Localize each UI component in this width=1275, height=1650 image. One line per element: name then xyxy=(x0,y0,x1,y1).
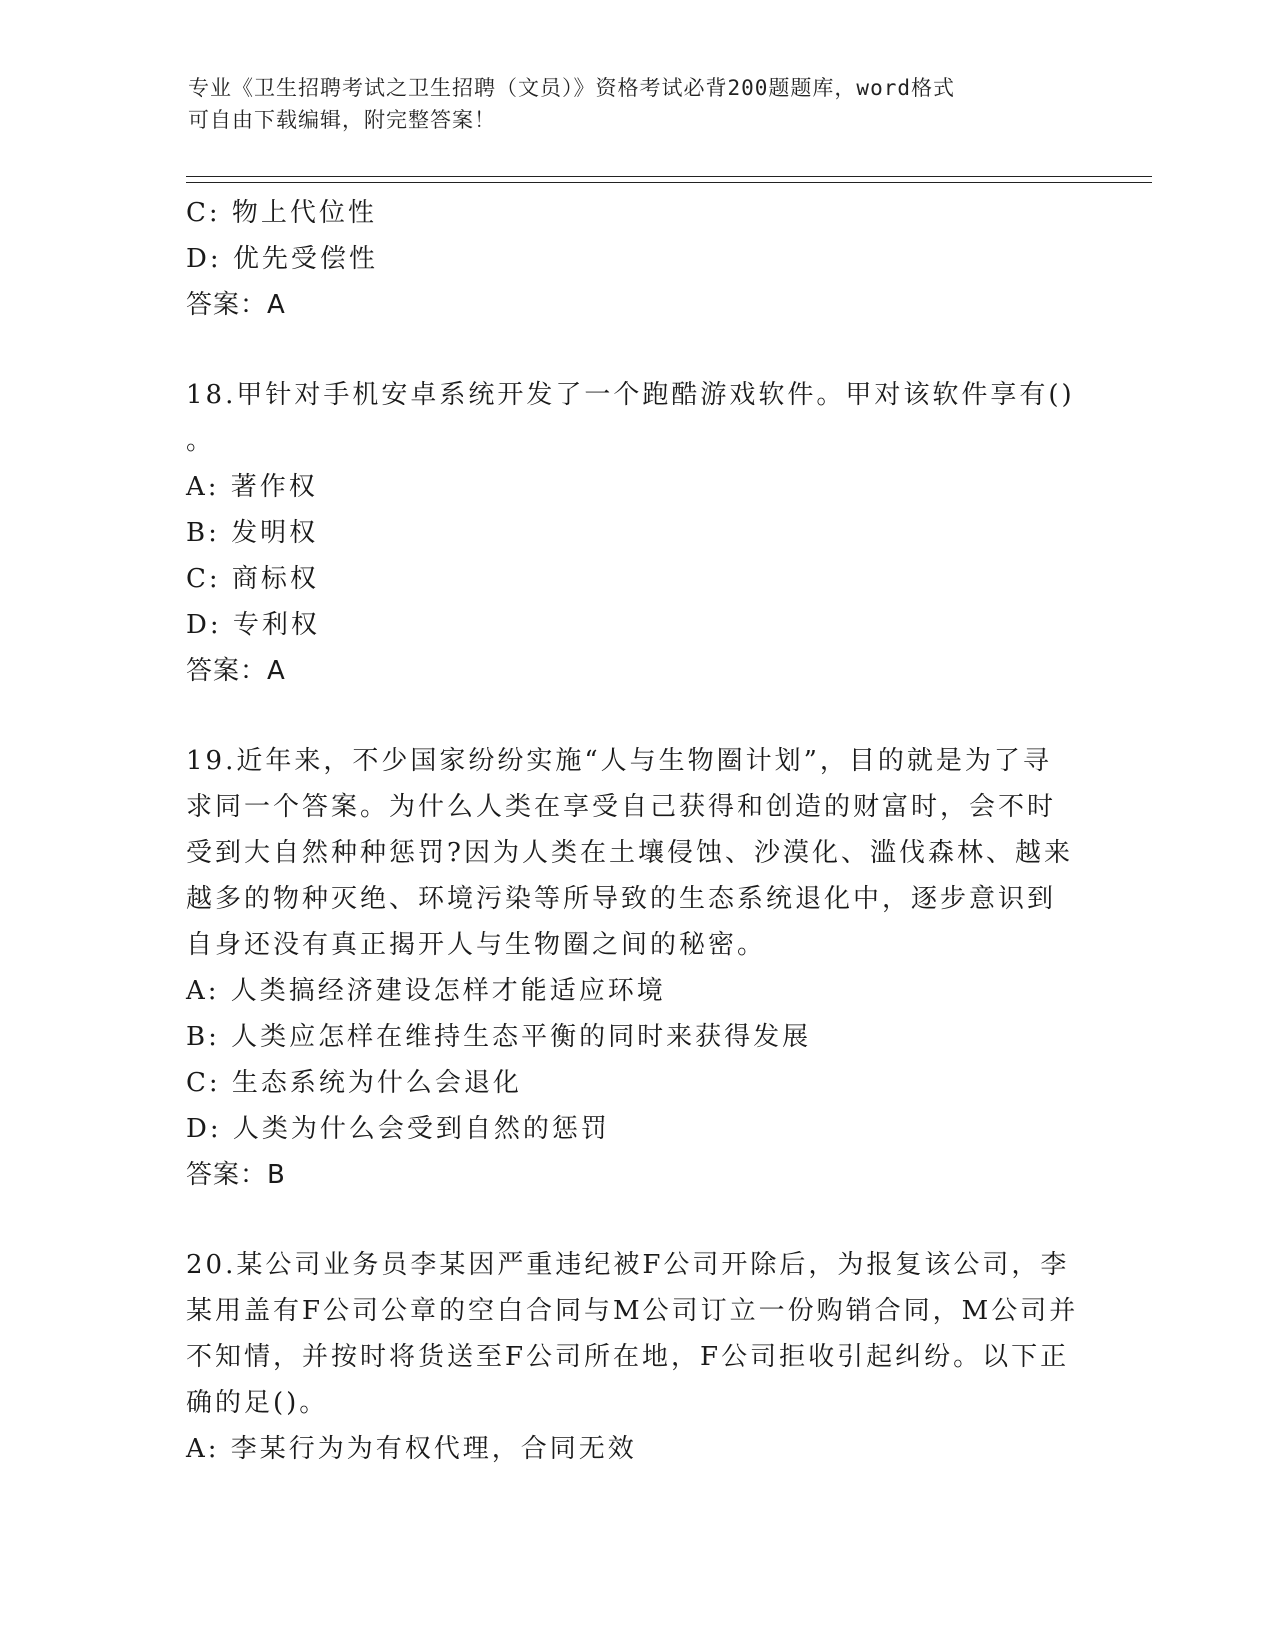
question-text-line: 19.近年来，不少国家纷纷实施“人与生物圈计划”，目的就是为了寻 xyxy=(186,746,1052,776)
question-text-line: 越多的物种灭绝、环境污染等所导致的生态系统退化中，逐步意识到 xyxy=(186,884,1057,914)
option-c: C: 商标权 xyxy=(186,564,319,594)
question-text-line: 自身还没有真正揭开人与生物圈之间的秘密。 xyxy=(186,930,767,960)
question-text-line: 18.甲针对手机安卓系统开发了一个跑酷游戏软件。甲对该软件享有() xyxy=(186,380,1075,410)
option-c: C: 生态系统为什么会退化 xyxy=(186,1068,522,1098)
header-rule-bottom xyxy=(186,182,1152,183)
spacer xyxy=(186,694,1086,738)
document-body xyxy=(186,190,1086,1472)
header-rule-top xyxy=(186,176,1152,177)
question-17-tail xyxy=(186,190,1086,328)
option-b: B: 发明权 xyxy=(186,518,319,548)
option-a: A: 李某行为为有权代理，合同无效 xyxy=(186,1434,637,1464)
question-text-line: 。 xyxy=(186,426,216,456)
answer-line: 答案：A xyxy=(186,656,286,686)
option-a: A: 著作权 xyxy=(186,472,318,502)
question-20 xyxy=(186,1242,1086,1472)
page-header xyxy=(188,72,1068,136)
header-line-2: 可自由下载编辑，附完整答案！ xyxy=(188,108,496,132)
option-d: D: 人类为什么会受到自然的惩罚 xyxy=(186,1114,610,1144)
option-b: B: 人类应怎样在维持生态平衡的同时来获得发展 xyxy=(186,1022,812,1052)
option-c: C: 物上代位性 xyxy=(186,198,377,228)
question-text-line: 求同一个答案。为什么人类在享受自己获得和创造的财富时，会不时 xyxy=(186,792,1057,822)
spacer xyxy=(186,328,1086,372)
question-text-line: 受到大自然种种惩罚?因为人类在土壤侵蚀、沙漠化、滥伐森林、越来 xyxy=(186,838,1073,868)
answer-line: 答案：A xyxy=(186,290,286,320)
option-d: D: 专利权 xyxy=(186,610,320,640)
option-d: D: 优先受偿性 xyxy=(186,244,378,274)
answer-line: 答案：B xyxy=(186,1160,286,1190)
question-text-line: 确的足()。 xyxy=(186,1388,329,1418)
question-text-line: 某用盖有F公司公章的空白合同与M公司订立一份购销合同，M公司并 xyxy=(186,1296,1079,1326)
question-text-line: 20.某公司业务员李某因严重违纪被F公司开除后，为报复该公司，李 xyxy=(186,1250,1070,1280)
option-a: A: 人类搞经济建设怎样才能适应环境 xyxy=(186,976,666,1006)
question-18 xyxy=(186,372,1086,694)
question-19 xyxy=(186,738,1086,1198)
spacer xyxy=(186,1198,1086,1242)
header-line-1: 专业《卫生招聘考试之卫生招聘（文员）》资格考试必背200题题库，word格式 xyxy=(188,76,955,100)
question-text-line: 不知情，并按时将货送至F公司所在地，F公司拒收引起纠纷。以下正 xyxy=(186,1342,1070,1372)
